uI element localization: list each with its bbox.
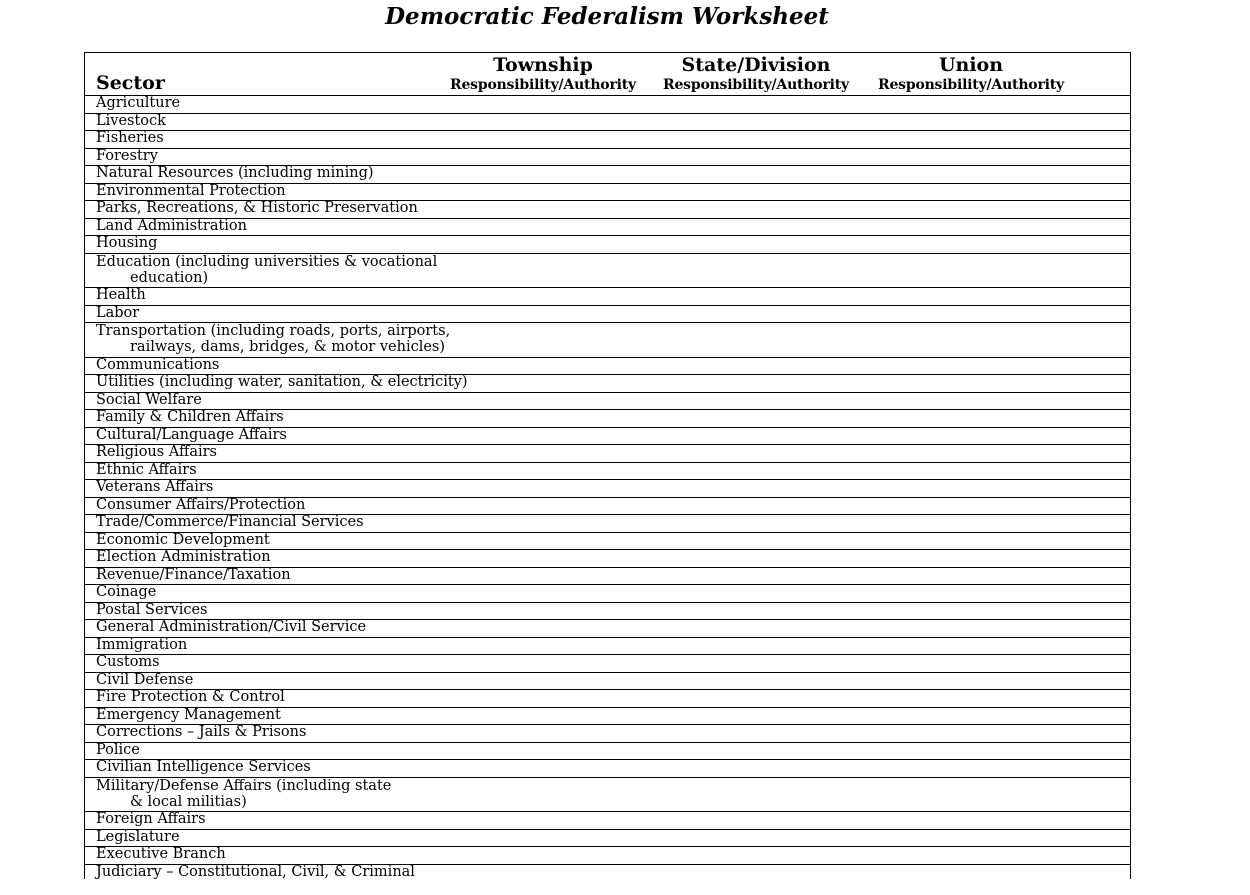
sector-label: Natural Resources (including mining)	[96, 166, 374, 181]
table-row	[85, 847, 1130, 865]
table-row	[85, 725, 1130, 743]
sector-label: Communications	[96, 357, 220, 373]
sector-label: Religious Affairs	[96, 445, 217, 460]
sector-label: Family & Children Affairs	[96, 410, 284, 425]
sector-label: Education (including universities & vocational	[96, 253, 438, 270]
table-row	[85, 463, 1130, 481]
table-header	[85, 53, 1130, 96]
sector-label: Agriculture	[96, 96, 181, 111]
sector-label: Civilian Intelligence Services	[96, 760, 311, 775]
worksheet-table	[84, 52, 1131, 879]
worksheet-title: Democratic Federalism Worksheet	[385, 3, 829, 30]
sector-label: Housing	[96, 236, 158, 251]
sector-label: Veterans Affairs	[96, 480, 214, 495]
sector-label-continuation: railways, dams, bridges, & motor vehicles)	[130, 339, 446, 355]
state-division-column-subtitle: Responsibility/Authority	[663, 77, 849, 93]
union-column-subtitle: Responsibility/Authority	[878, 77, 1064, 93]
state-division-column-title: State/Division	[681, 54, 831, 76]
township-column-title: Township	[493, 54, 593, 76]
table-row	[85, 638, 1130, 656]
sector-label: Consumer Affairs/Protection	[96, 497, 306, 513]
table-row	[85, 323, 1130, 358]
table-row	[85, 288, 1130, 306]
sector-label: Utilities (including water, sanitation, & electricity)	[96, 375, 468, 390]
sector-label: General Administration/Civil Service	[96, 620, 367, 635]
table-row	[85, 114, 1130, 132]
table-row	[85, 708, 1130, 726]
sector-label: Fire Protection & Control	[96, 690, 285, 705]
sector-label: Land Administration	[96, 218, 247, 234]
table-row	[85, 620, 1130, 638]
table-row	[85, 375, 1130, 393]
sector-label: Election Administration	[96, 550, 271, 565]
table-row	[85, 131, 1130, 149]
sector-label: Social Welfare	[96, 392, 202, 408]
table-row	[85, 480, 1130, 498]
sector-label: Transportation (including roads, ports, airports,	[96, 323, 451, 339]
table-row	[85, 306, 1130, 324]
table-row	[85, 358, 1130, 376]
table-row	[85, 236, 1130, 254]
table-row	[85, 201, 1130, 219]
sector-label: Legislature	[96, 829, 180, 845]
table-row	[85, 96, 1130, 114]
sector-label: Forestry	[96, 148, 158, 164]
sector-label: Postal Services	[96, 602, 208, 618]
table-row	[85, 445, 1130, 463]
table-row	[85, 428, 1130, 446]
table-row	[85, 568, 1130, 586]
sector-label: Immigration	[96, 637, 188, 653]
table-row	[85, 655, 1130, 673]
sector-label: Ethnic Affairs	[96, 462, 197, 478]
table-row	[85, 550, 1130, 568]
sector-label: Emergency Management	[96, 707, 281, 723]
sector-label: Economic Development	[96, 532, 270, 548]
table-row	[85, 603, 1130, 621]
sector-label: Cultural/Language Affairs	[96, 427, 287, 443]
table-row	[85, 498, 1130, 516]
township-column-subtitle: Responsibility/Authority	[450, 77, 636, 93]
sector-label: Civil Defense	[96, 672, 194, 688]
table-row	[85, 830, 1130, 848]
sector-label: Trade/Commerce/Financial Services	[96, 515, 364, 530]
sector-label: Coinage	[96, 585, 157, 600]
state-division-column-header	[649, 53, 863, 94]
table-row	[85, 515, 1130, 533]
table-row	[85, 184, 1130, 202]
table-row	[85, 219, 1130, 237]
sector-label: Livestock	[96, 113, 166, 129]
sector-label: Revenue/Finance/Taxation	[96, 567, 291, 583]
sector-label: Labor	[96, 305, 140, 321]
table-row	[85, 410, 1130, 428]
sector-label: Customs	[96, 655, 160, 670]
sector-label: Corrections – Jails & Prisons	[96, 725, 307, 740]
table-row	[85, 865, 1130, 880]
sector-label: Fisheries	[96, 131, 164, 146]
union-column-title: Union	[938, 54, 1004, 76]
table-row	[85, 760, 1130, 778]
table-row	[85, 533, 1130, 551]
table-row	[85, 393, 1130, 411]
sector-label-continuation: & local militias)	[130, 793, 247, 810]
sector-label: Environmental Protection	[96, 183, 286, 199]
sector-label: Executive Branch	[96, 847, 226, 862]
table-row	[85, 585, 1130, 603]
sector-label: Health	[96, 288, 146, 303]
table-row	[85, 778, 1130, 813]
sector-label-continuation: education)	[130, 269, 209, 286]
sector-label: Police	[96, 742, 140, 758]
table-row	[85, 149, 1130, 167]
township-column-header	[436, 53, 650, 94]
union-column-header	[864, 53, 1078, 94]
sector-rows	[85, 96, 1130, 879]
sector-label: Parks, Recreations, & Historic Preservation	[96, 201, 418, 216]
sector-label: Judiciary – Constitutional, Civil, & Criminal	[96, 864, 415, 879]
table-row	[85, 690, 1130, 708]
table-row	[85, 743, 1130, 761]
table-row	[85, 166, 1130, 184]
sector-label: Foreign Affairs	[96, 812, 206, 827]
table-row	[85, 812, 1130, 830]
table-row	[85, 254, 1130, 289]
sector-label: Military/Defense Affairs (including state	[96, 777, 392, 794]
sector-column-header: Sector	[96, 72, 165, 94]
table-row	[85, 673, 1130, 691]
